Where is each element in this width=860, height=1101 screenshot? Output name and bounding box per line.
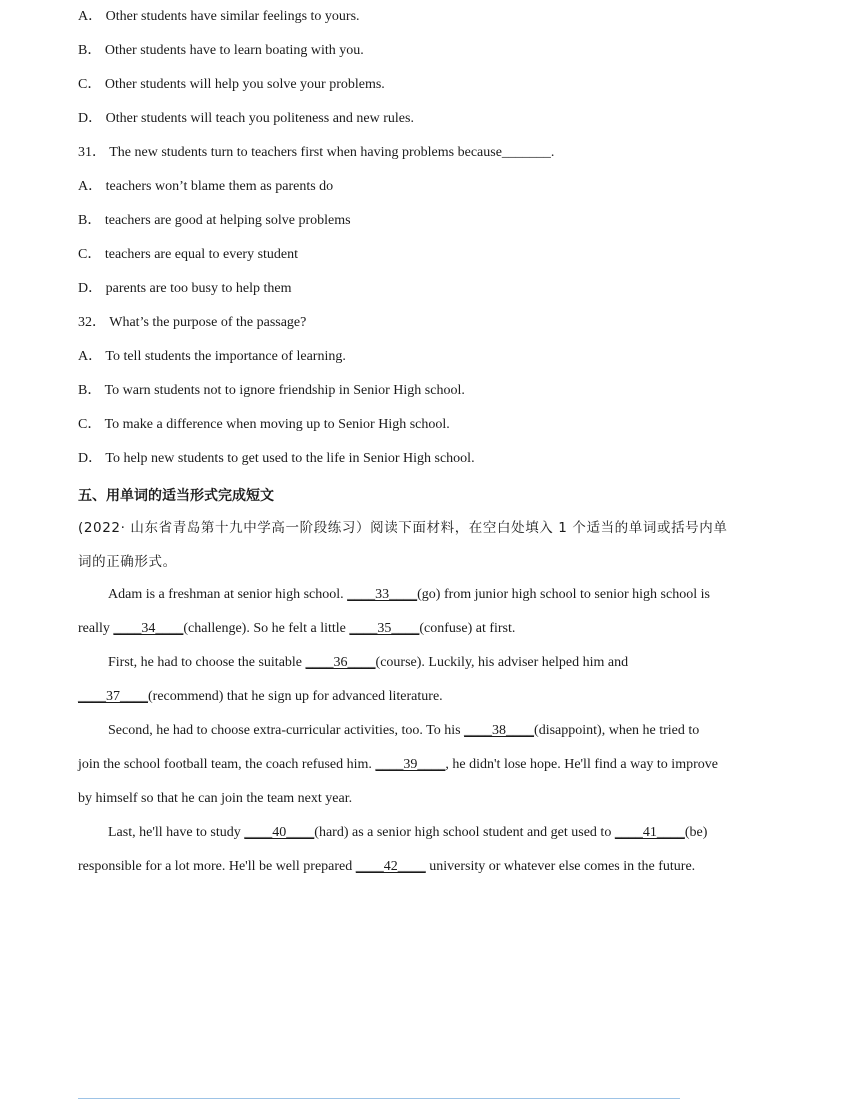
q30-option-d [78, 109, 414, 129]
blank-35: ____35____ [349, 621, 420, 636]
blank-37: ____37____ [78, 689, 148, 704]
passage-line [78, 755, 718, 775]
passage-text: (disappoint), when he tried to [534, 723, 700, 738]
q31-option-a [78, 177, 333, 197]
option-text: Other students have to learn boating with you. [104, 43, 364, 58]
blank-40: ____40____ [244, 825, 315, 840]
passage-text: (challenge). So he felt a little [183, 621, 350, 636]
passage-line [78, 619, 515, 639]
passage-text: really [78, 621, 114, 636]
option-letter: B． [78, 43, 102, 58]
option-text: To warn students not to ignore friendship in Senior High school. [104, 383, 465, 398]
blank-41: ____41____ [614, 825, 685, 840]
option-text: To help new students to get used to the life in Senior High school. [105, 451, 475, 466]
passage-line [78, 857, 695, 877]
q32-option-a [78, 347, 346, 367]
passage-text: university or whatever else comes in the future. [425, 859, 696, 874]
option-letter: C． [78, 417, 102, 432]
section-heading: 五、用单词的适当形式完成短文 [78, 488, 274, 504]
passage-text: , he didn't lose hope. He'll find a way to improve [445, 757, 718, 772]
option-letter: D． [78, 111, 103, 126]
passage-text: Second, he had to choose extra-curricular activities, too. To his [108, 723, 465, 738]
footer-divider [78, 1098, 680, 1099]
q32-option-c [78, 415, 450, 435]
option-text: Other students have similar feelings to yours. [105, 9, 360, 24]
passage-text: Adam is a freshman at senior high school. [108, 587, 348, 602]
blank-36: ____36____ [305, 655, 376, 670]
section-instruction-cont: 词的正确形式。 [78, 554, 177, 570]
blank-33: ____33____ [347, 587, 418, 602]
blank-38: ____38____ [464, 723, 535, 738]
option-text: teachers won’t blame them as parents do [105, 179, 334, 194]
option-text: teachers are good at helping solve problems [104, 213, 351, 228]
option-letter: C． [78, 247, 102, 262]
passage-text: Last, he'll have to study [108, 825, 245, 840]
passage-text: First, he had to choose the suitable [108, 655, 306, 670]
section-instruction: (2022· 山东省青岛第十九中学高一阶段练习）阅读下面材料，在空白处填入 1 个适当的单词或括号内单 [78, 520, 728, 536]
option-text: teachers are equal to every student [104, 247, 299, 262]
question-text: The new students turn to teachers first when having problems because_______. [109, 145, 555, 160]
passage-text: (recommend) that he sign up for advanced literature. [148, 689, 443, 704]
passage-line [78, 687, 443, 707]
q31-option-d [78, 279, 291, 299]
blank-34: ____34____ [113, 621, 184, 636]
option-letter: D． [78, 281, 103, 296]
passage-text: (confuse) at first. [419, 621, 516, 636]
passage-text: (be) [684, 825, 708, 840]
passage-line [78, 789, 352, 809]
blank-39: ____39____ [375, 757, 446, 772]
option-letter: B． [78, 383, 102, 398]
q30-option-b [78, 41, 364, 61]
option-text: Other students will help you solve your problems. [104, 77, 385, 92]
q31-option-b [78, 211, 351, 231]
option-letter: B． [78, 213, 102, 228]
option-letter: C． [78, 77, 102, 92]
option-text: To tell students the importance of learning. [105, 349, 346, 364]
question-number: 32． [78, 315, 106, 330]
option-letter: A． [78, 179, 103, 194]
passage-text: (go) from junior high school to senior high school is [417, 587, 710, 602]
passage-text: join the school football team, the coach refused him. [78, 757, 376, 772]
q32-stem [78, 313, 306, 333]
passage-line [108, 823, 707, 843]
q31-stem [78, 143, 554, 163]
option-text: Other students will teach you politeness and new rules. [105, 111, 414, 126]
option-letter: D． [78, 451, 103, 466]
q32-option-b [78, 381, 465, 401]
q30-option-a [78, 7, 360, 27]
passage-line [108, 585, 710, 605]
blank-42: ____42____ [355, 859, 426, 874]
q32-option-d [78, 449, 475, 469]
option-text: To make a difference when moving up to Senior High school. [104, 417, 450, 432]
option-letter: A． [78, 9, 103, 24]
question-number: 31． [78, 145, 106, 160]
option-text: parents are too busy to help them [105, 281, 292, 296]
question-text: What’s the purpose of the passage? [109, 315, 307, 330]
q30-option-c [78, 75, 385, 95]
passage-text: responsible for a lot more. He'll be well prepared [78, 859, 356, 874]
q31-option-c [78, 245, 298, 265]
passage-line [108, 721, 699, 741]
passage-text: (hard) as a senior high school student and get used to [314, 825, 615, 840]
passage-text: (course). Luckily, his adviser helped him and [375, 655, 629, 670]
option-letter: A． [78, 349, 103, 364]
passage-line [108, 653, 628, 673]
passage-text: by himself so that he can join the team next year. [78, 791, 353, 806]
